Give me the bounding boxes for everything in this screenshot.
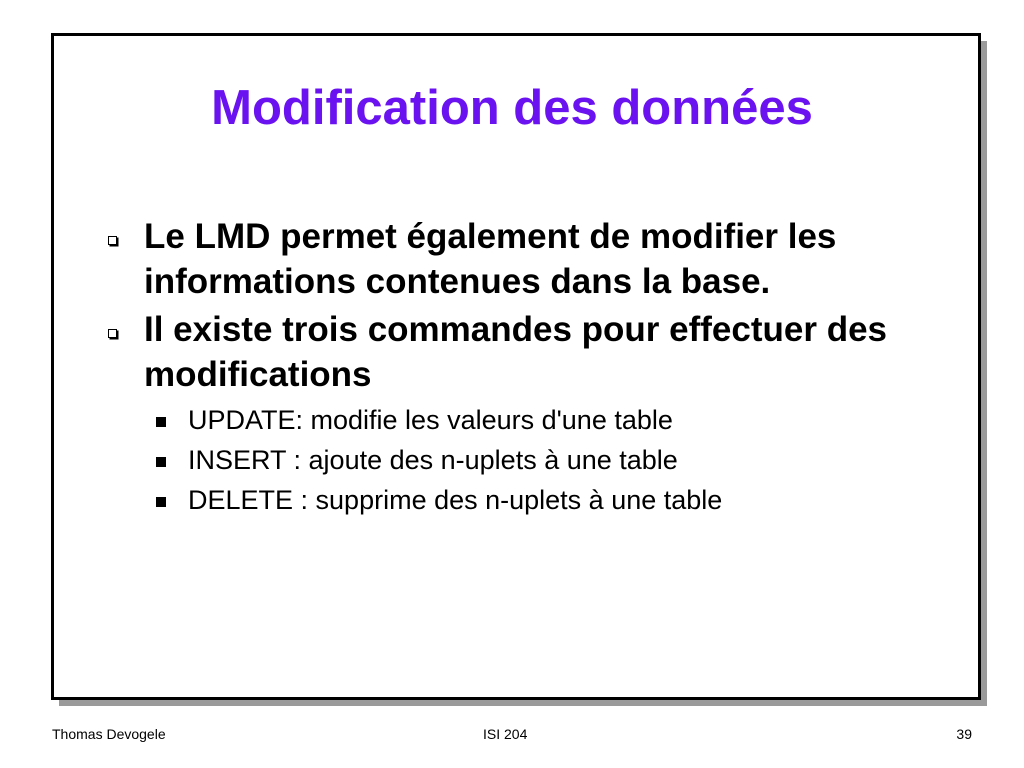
bullet-text: Il existe trois commandes pour effectuer des modifications (144, 310, 888, 394)
bullet-text: Le LMD permet également de modifier les informations contenues dans la base. (144, 217, 837, 301)
slide-content (104, 214, 954, 520)
sub-bullet-text: DELETE : supprime des n-uplets à une table (188, 485, 723, 515)
sub-bullet-text: INSERT : ajoute des n-uplets à une table (188, 445, 678, 475)
sub-bullet-item (104, 480, 954, 520)
filled-square-bullet-icon (156, 497, 166, 507)
bullet-item (104, 214, 954, 304)
filled-square-bullet-icon (156, 457, 166, 467)
hollow-square-bullet-icon (108, 329, 117, 338)
sub-bullet-text: UPDATE: modifie les valeurs d'une table (188, 405, 673, 435)
bullet-item (104, 307, 954, 397)
footer-page-number: 39 (956, 726, 972, 742)
sub-bullet-item (104, 400, 954, 440)
filled-square-bullet-icon (156, 417, 166, 427)
slide-title: Modification des données (211, 81, 813, 135)
footer-author: Thomas Devogele (52, 726, 166, 742)
sub-bullet-item (104, 440, 954, 480)
hollow-square-bullet-icon (108, 236, 117, 245)
footer-course: ISI 204 (483, 726, 528, 742)
